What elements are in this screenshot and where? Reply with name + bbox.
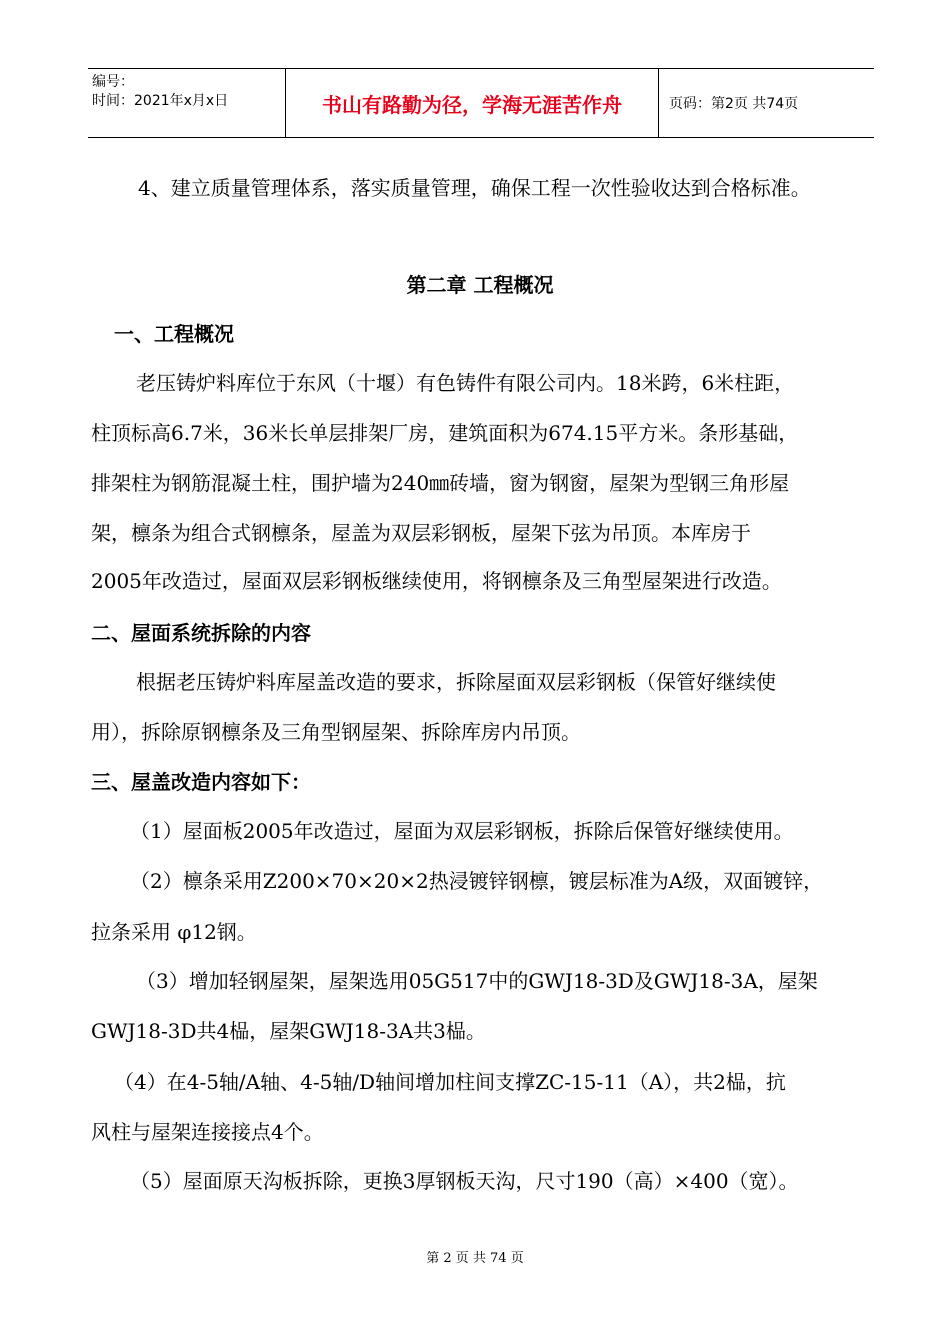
- section-2-line: 用），拆除原钢檩条及三角型钢屋架、拆除库房内吊顶。: [91, 720, 581, 744]
- section-1-line: 架，檩条为组合式钢檩条，屋盖为双层彩钢板，屋架下弦为吊顶。本库房于: [91, 521, 751, 545]
- item-4: 4、建立质量管理体系，落实质量管理，确保工程一次性验收达到合格标准。: [138, 176, 811, 200]
- header-page-info: 页码：第2页 共74页: [669, 96, 799, 112]
- section-3-line: （5）屋面原天沟板拆除，更换3厚钢板天沟，尺寸190（高）×400（宽）。: [130, 1169, 799, 1193]
- section-3-line: （2）檩条采用Z200×70×20×2热浸镀锌钢檩，镀层标准为A级，双面镀锌，: [130, 869, 824, 893]
- section-1-line: 排架柱为钢筋混凝土柱，围护墙为240㎜砖墙，窗为钢窗，屋架为型钢三角形屋: [91, 471, 790, 495]
- section-3-line: 拉条采用 φ12钢。: [91, 920, 257, 944]
- header-meta: [88, 69, 286, 137]
- section-1-title: 一、工程概况: [114, 322, 234, 346]
- section-3-line: （4）在4-5轴/A轴、4-5轴/D轴间增加柱间支撑ZC-15-11（A），共2榀，抗: [114, 1070, 786, 1094]
- time-label: 时间：2021年x月x日: [92, 93, 229, 109]
- section-3-title: 三、屋盖改造内容如下：: [91, 770, 311, 794]
- number-label: 编号：: [92, 74, 134, 90]
- section-1-line: 2005年改造过，屋面双层彩钢板继续使用，将钢檩条及三角型屋架进行改造。: [91, 569, 782, 593]
- section-1-line: 柱顶标高6.7米，36米长单层排架厂房，建筑面积为674.15平方米。条形基础，: [91, 421, 799, 445]
- page-footer: 第 2 页 共 74 页: [426, 1251, 524, 1266]
- header-motto: 书山有路勤为径，学海无涯苦作舟: [286, 69, 659, 137]
- chapter-title: 第二章 工程概况: [406, 273, 554, 297]
- section-3-line: （1）屋面板2005年改造过，屋面为双层彩钢板，拆除后保管好继续使用。: [130, 819, 794, 843]
- page-header: [88, 68, 874, 138]
- section-2-line: 根据老压铸炉料库屋盖改造的要求，拆除屋面双层彩钢板（保管好继续使: [136, 670, 776, 694]
- section-1-line: 老压铸炉料库位于东风（十堰）有色铸件有限公司内。18米跨，6米柱距，: [136, 371, 795, 395]
- section-3-line: 风柱与屋架连接接点4个。: [91, 1120, 324, 1144]
- section-3-line: （3）增加轻钢屋架，屋架选用05G517中的GWJ18-3D及GWJ18-3A，屋架: [136, 969, 818, 993]
- section-2-title: 二、屋面系统拆除的内容: [91, 621, 311, 645]
- section-3-line: GWJ18-3D共4榀，屋架GWJ18-3A共3榀。: [91, 1019, 486, 1043]
